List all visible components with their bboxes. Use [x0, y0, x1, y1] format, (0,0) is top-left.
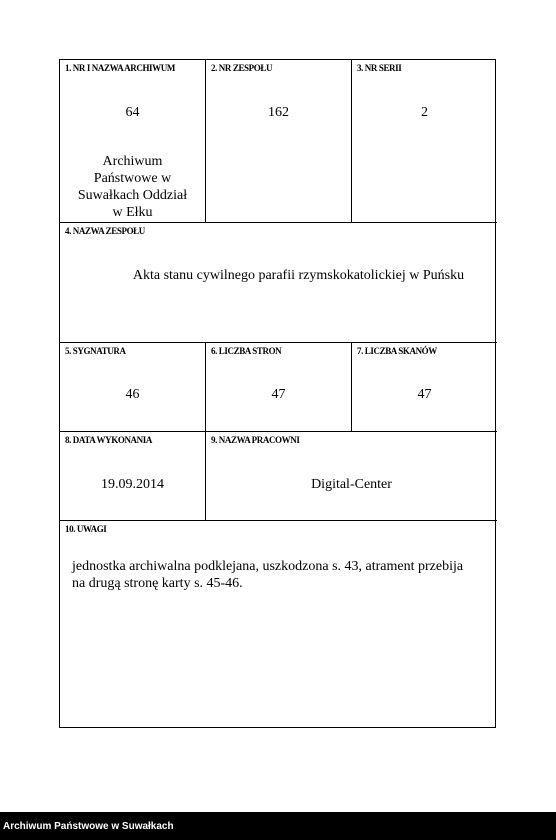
workshop-label: 9. NAZWA PRACOWNI: [211, 435, 300, 445]
archive-name: [60, 153, 205, 221]
notes-line: jednostka archiwalna podklejana, uszkodzona s. 43, atrament przebija: [72, 559, 464, 574]
fonds-name-label: 4. NAZWA ZESPOŁU: [65, 226, 145, 236]
archive-name-line: Archiwum: [102, 154, 163, 169]
page-count-value: 47: [271, 387, 286, 402]
date-cell: [60, 431, 205, 520]
scan-count-label: 7. LICZBA SKANÓW: [357, 346, 437, 356]
notes-text: [72, 558, 489, 592]
signature-cell: [60, 342, 205, 431]
archive-name-line: w Ełku: [112, 205, 153, 220]
series-number-value: 2: [421, 105, 428, 120]
scan-count-value: 47: [417, 387, 432, 402]
date-label: 8. DATA WYKONANIA: [65, 435, 152, 445]
archive-cell: [60, 60, 205, 222]
signature-value: 46: [125, 387, 140, 402]
workshop-cell: [205, 431, 497, 520]
footer-text: Archiwum Państwowe w Suwałkach: [3, 821, 174, 832]
archive-number: 64: [125, 105, 140, 120]
workshop-value: Digital-Center: [311, 477, 392, 492]
fonds-name-value: Akta stanu cywilnego parafii rzymskokatolickiej w Puńsku: [132, 268, 465, 283]
series-number-cell: [351, 60, 497, 222]
signature-label: 5. SYGNATURA: [65, 346, 126, 356]
page-count-label: 6. LICZBA STRON: [211, 346, 282, 356]
fonds-number-value: 162: [268, 105, 289, 120]
archive-name-line: Suwałkach Oddział: [77, 188, 188, 203]
fonds-number-label: 2. NR ZESPOŁU: [211, 63, 273, 73]
date-value: 19.09.2014: [101, 477, 164, 492]
series-number-label: 3. NR SERII: [357, 63, 402, 73]
footer-bar: [0, 812, 556, 840]
notes-label: 10. UWAGI: [65, 524, 107, 534]
page-count-cell: [205, 342, 351, 431]
notes-cell: [60, 520, 497, 729]
fonds-number-cell: [205, 60, 351, 222]
archive-name-line: Państwowe w: [93, 171, 172, 186]
fonds-name-cell: [60, 222, 497, 342]
metadata-card: [59, 59, 496, 728]
notes-line: na drugą stronę karty s. 45-46.: [72, 576, 243, 591]
scan-count-cell: [351, 342, 497, 431]
archive-label: 1. NR I NAZWA ARCHIWUM: [65, 63, 175, 73]
